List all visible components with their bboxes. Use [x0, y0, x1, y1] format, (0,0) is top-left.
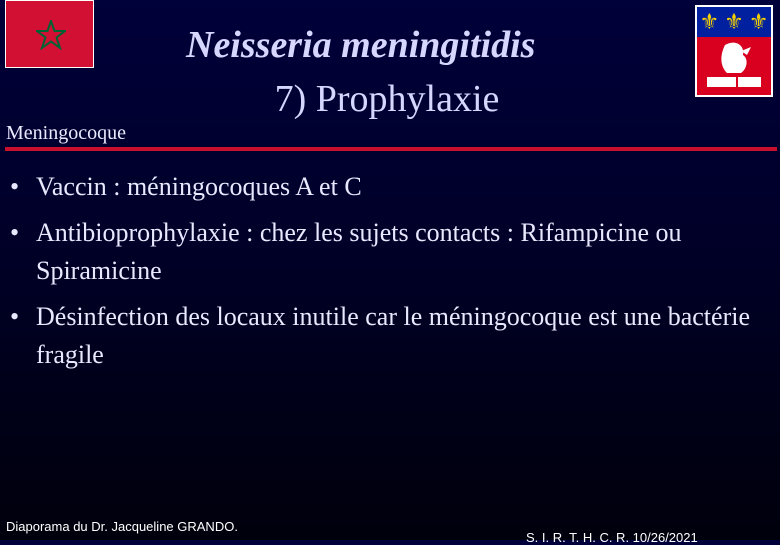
list-item [10, 298, 770, 374]
list-item [10, 168, 770, 206]
slide-subtitle: 7) Prophylaxie [274, 78, 500, 120]
flag-right [695, 5, 773, 97]
fleur-de-lis-icon: ⚜ [724, 9, 744, 35]
footer-meta: S. I. R. T. H. C. R. 10/26/2021 [526, 530, 698, 545]
bullet-icon: • [10, 302, 20, 331]
bullet-text: Vaccin : méningocoques A et C [36, 172, 362, 201]
bullet-list [10, 168, 770, 382]
divider [5, 147, 777, 151]
bullet-text: Antibioprophylaxie : chez les sujets contacts : Rifampicine ou Spiramicine [36, 218, 682, 285]
list-item [10, 214, 770, 290]
bullet-icon: • [10, 218, 20, 247]
star-icon [36, 20, 66, 50]
slide-title: Neisseria meningitidis [186, 24, 536, 66]
footer-author: Diaporama du Dr. Jacqueline GRANDO. [6, 519, 238, 534]
bullet-icon: • [10, 172, 20, 201]
lion-icon [697, 37, 771, 95]
flag-chief [697, 7, 771, 37]
flag-left [5, 0, 94, 68]
fleur-de-lis-icon: ⚜ [748, 9, 769, 35]
bullet-text: Désinfection des locaux inutile car le méningocoque est une bactérie fragile [36, 302, 750, 369]
fleur-de-lis-icon: ⚜ [699, 9, 720, 35]
topic-label: Meningocoque [6, 122, 126, 144]
flag-field [697, 37, 771, 95]
